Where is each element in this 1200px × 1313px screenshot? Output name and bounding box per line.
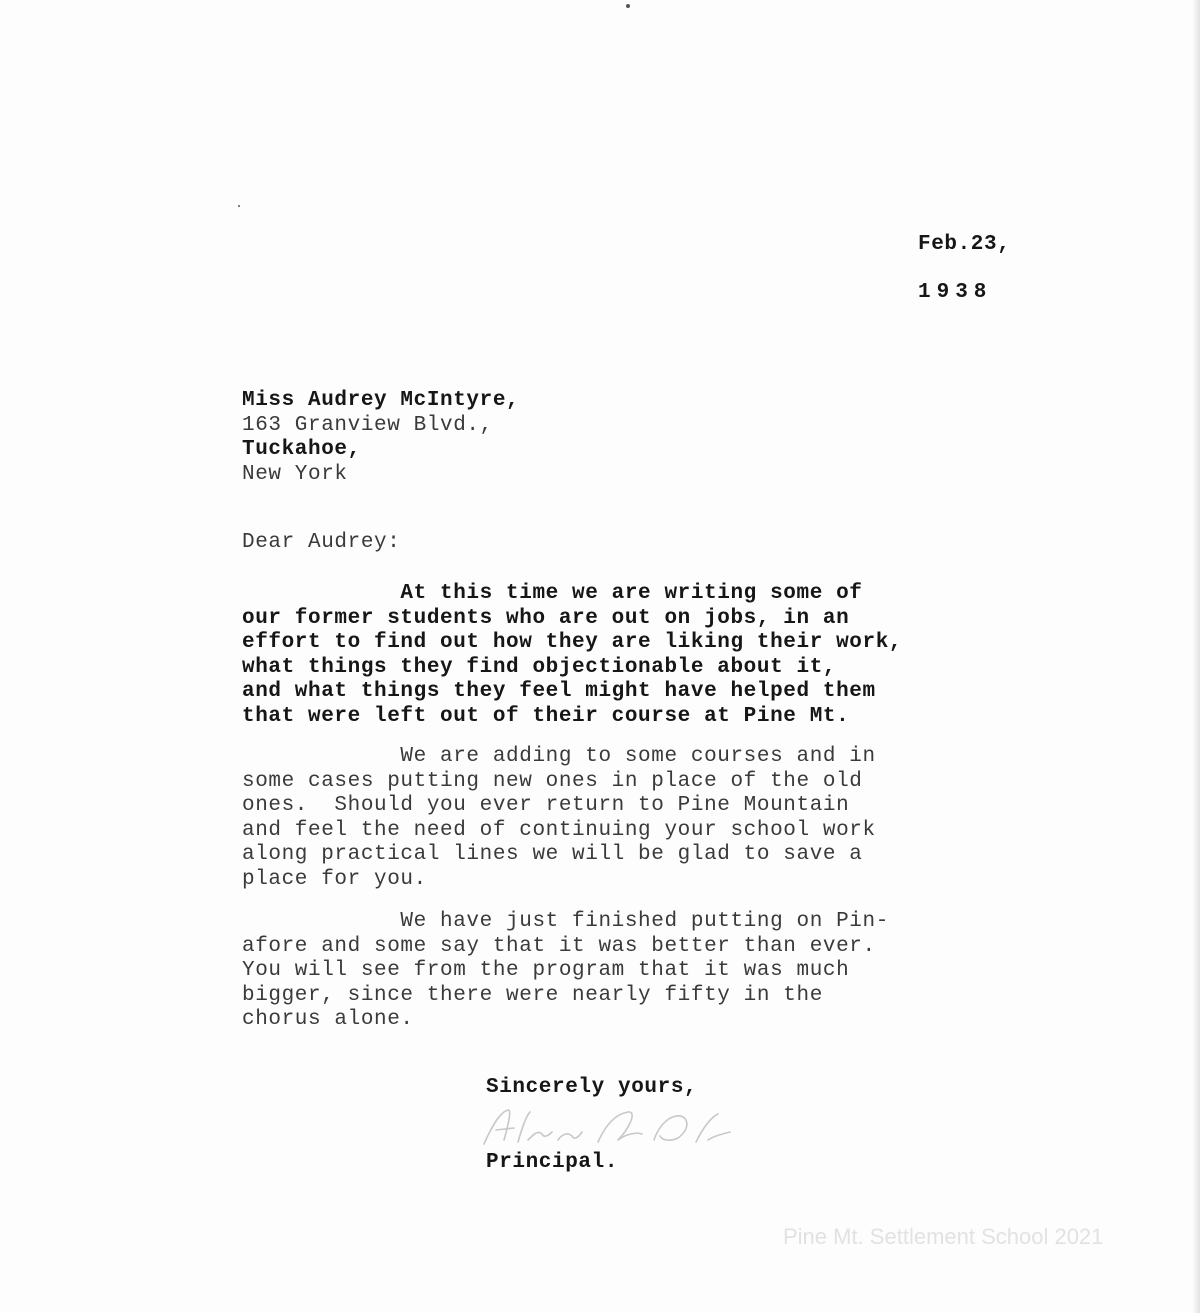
paragraph-line: what things they find objectionable about it, xyxy=(242,655,837,679)
paragraph-line: place for you. xyxy=(242,867,427,891)
paragraph-line: You will see from the program that it was much xyxy=(242,959,850,983)
paragraph-line: along practical lines we will be glad to save a xyxy=(242,843,863,867)
paragraph-line: that were left out of their course at Pine Mt. xyxy=(242,704,850,728)
paragraph-3 xyxy=(242,910,889,1033)
closing: Sincerely yours, xyxy=(486,1076,698,1099)
paragraph-line: We have just finished putting on Pin- xyxy=(242,910,889,933)
paper-speck xyxy=(626,4,630,8)
recipient-state: New York xyxy=(242,462,348,486)
recipient-city: Tuckahoe, xyxy=(242,438,361,462)
paragraph-line: our former students who are out on jobs, in an xyxy=(242,606,850,630)
paragraph-2 xyxy=(242,745,876,893)
paragraph-line: afore and some say that it was better than ever. xyxy=(242,934,876,958)
paragraph-line: At this time we are writing some of xyxy=(242,582,863,605)
letter-date-year: 1938 xyxy=(918,281,993,304)
recipient-name: Miss Audrey McIntyre, xyxy=(242,389,520,412)
recipient-street: 163 Granview Blvd., xyxy=(242,413,493,437)
paragraph-line: and what things they feel might have helped them xyxy=(242,680,876,704)
paragraph-line: We are adding to some courses and in xyxy=(242,745,876,768)
handwritten-signature xyxy=(478,1104,748,1152)
paper-edge-shadow xyxy=(1192,0,1200,1313)
signer-title: Principal. xyxy=(486,1151,619,1174)
paragraph-line: bigger, since there were nearly fifty in the xyxy=(242,983,823,1007)
paper-speck xyxy=(238,205,240,207)
paragraph-line: and feel the need of continuing your school work xyxy=(242,818,876,842)
paragraph-line: some cases putting new ones in place of the old xyxy=(242,769,863,793)
paragraph-1 xyxy=(242,582,902,730)
paragraph-line: effort to find out how they are liking their work, xyxy=(242,631,903,655)
salutation: Dear Audrey: xyxy=(242,531,401,554)
paragraph-line: chorus alone. xyxy=(242,1008,414,1032)
letter-date-month-day: Feb.23, xyxy=(918,233,1011,256)
paragraph-line: ones. Should you ever return to Pine Mountain xyxy=(242,794,850,818)
recipient-address-block xyxy=(242,389,519,487)
archive-watermark: Pine Mt. Settlement School 2021 xyxy=(783,1224,1104,1249)
